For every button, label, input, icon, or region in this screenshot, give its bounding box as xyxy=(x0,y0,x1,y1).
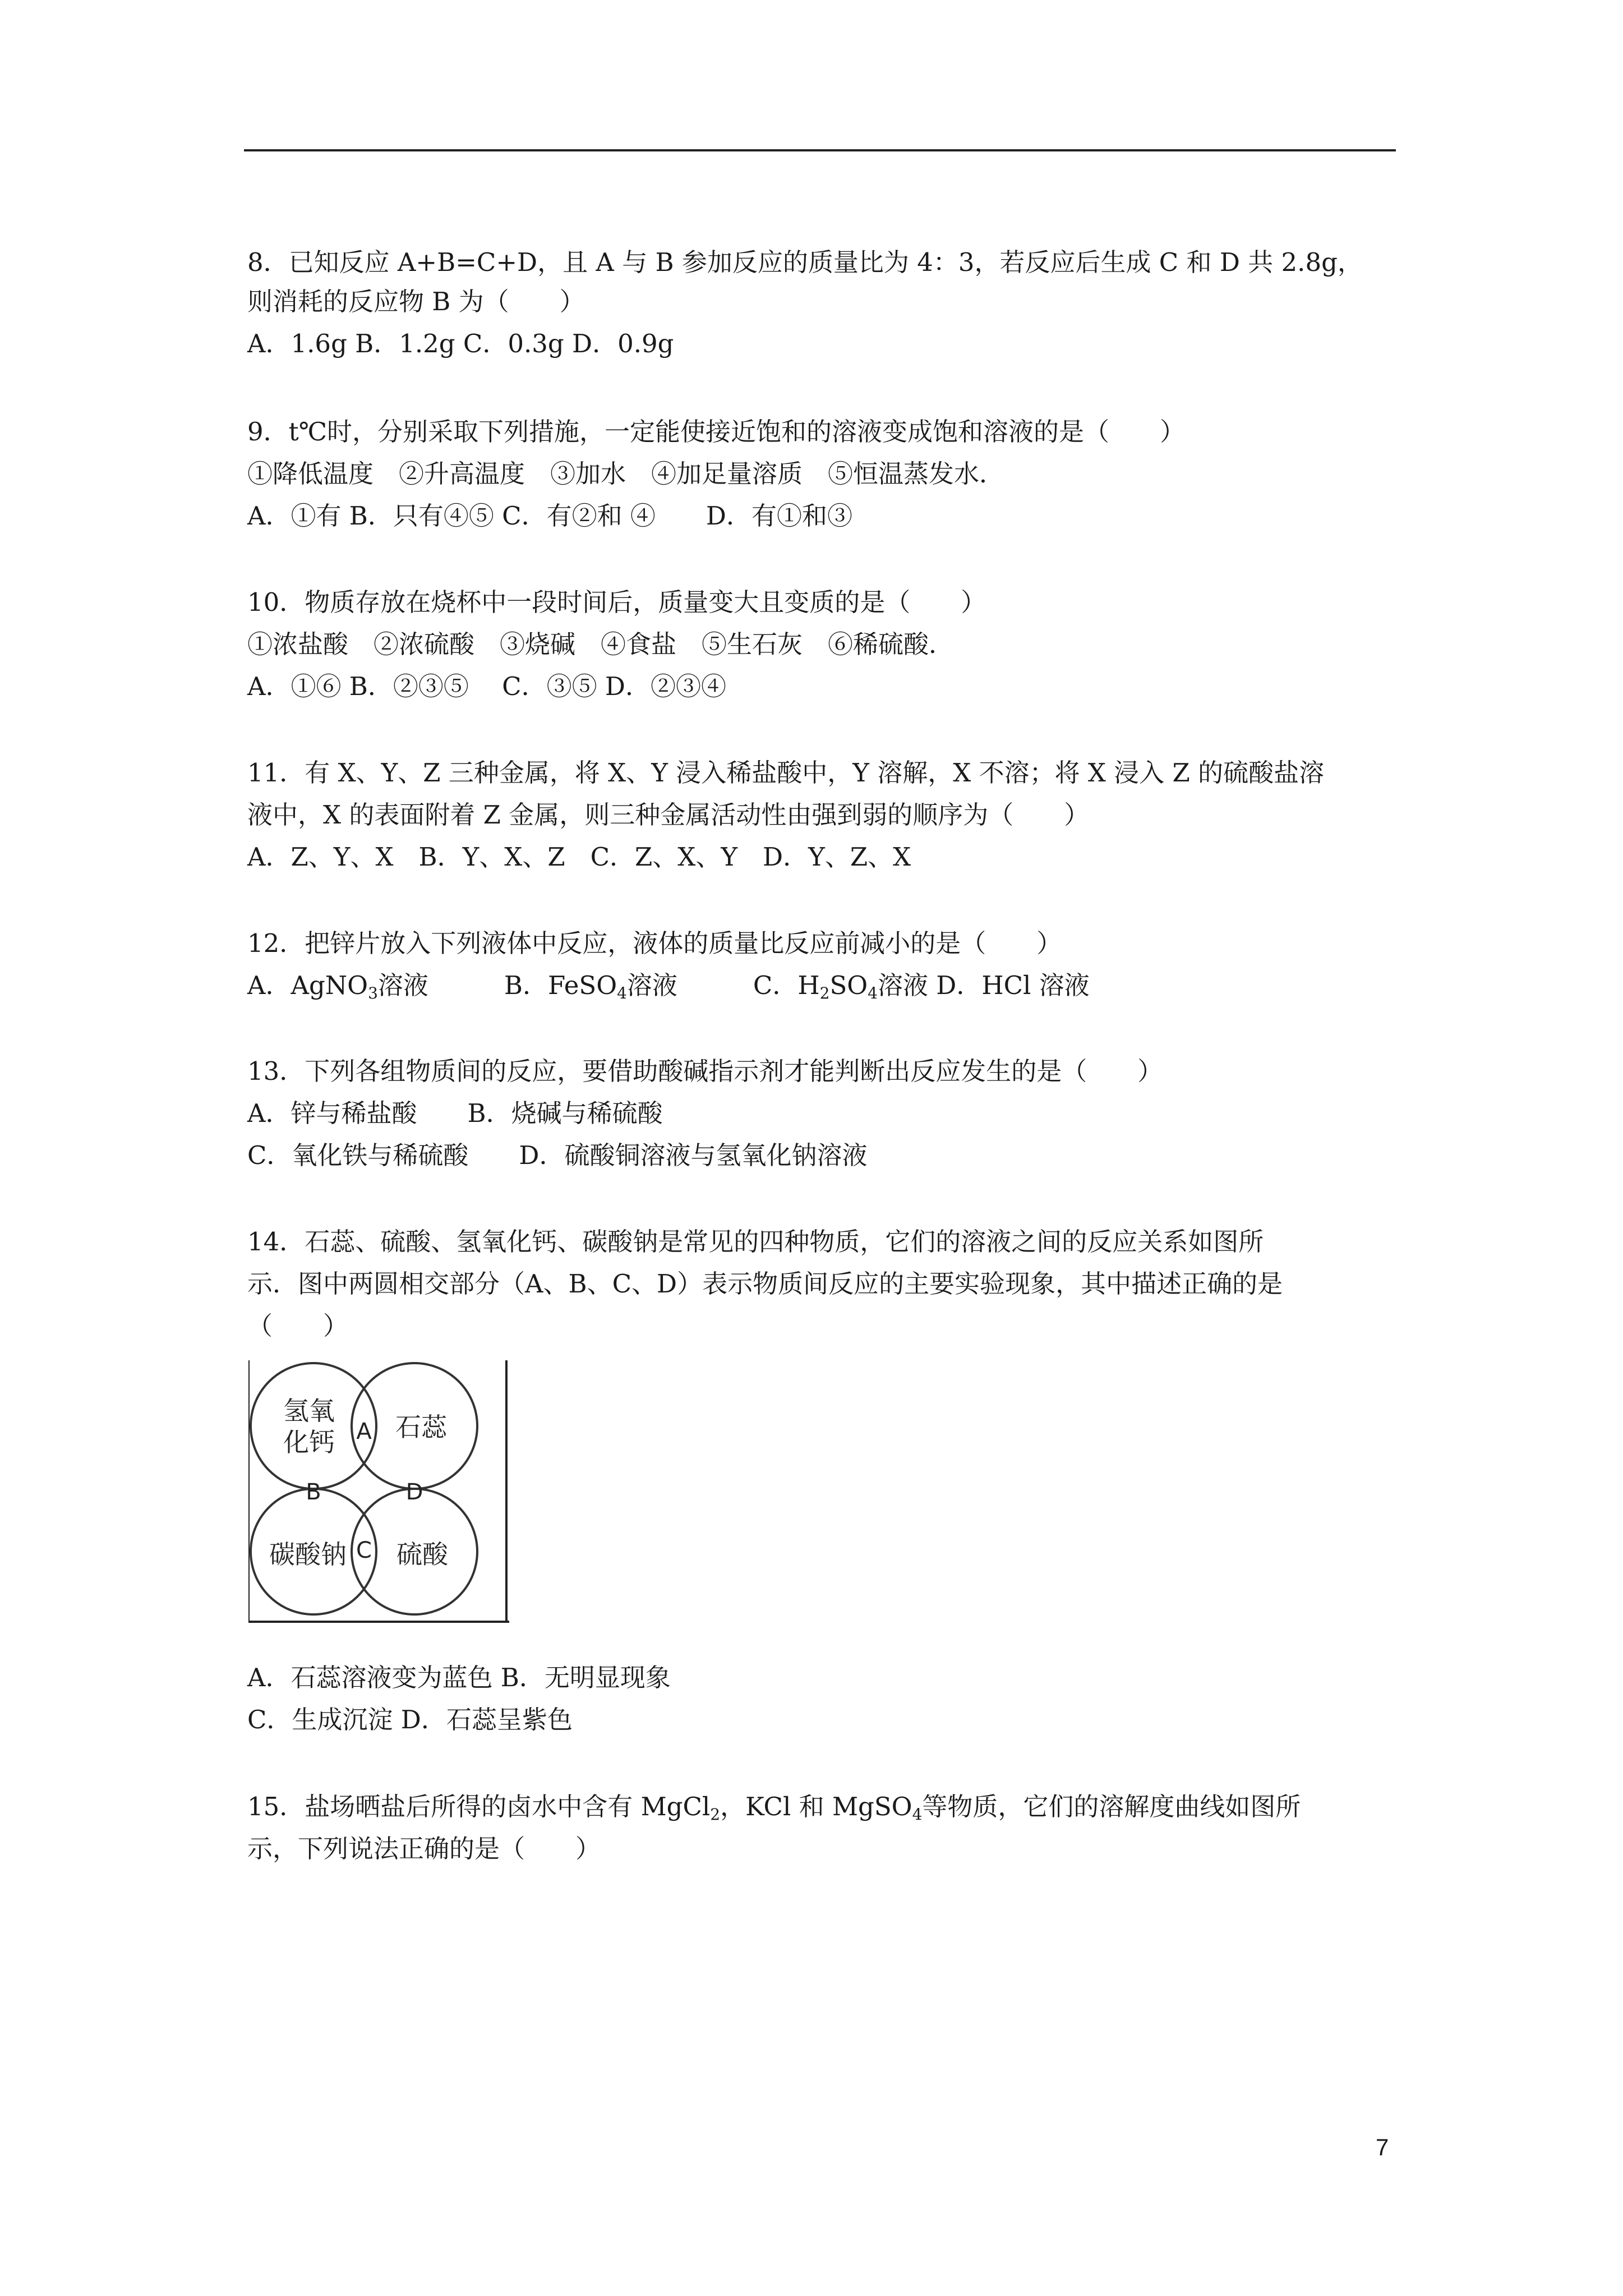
label-litmus: 石蕊 xyxy=(395,1412,447,1442)
q10-options: A．①⑥ B．②③⑤ C．③⑤ D．②③④ xyxy=(247,671,726,701)
q8-stem-line1: 8．已知反应 A+B=C+D，且 A 与 B 参加反应的质量比为 4：3，若反应后生成 C 和 D 共 2.8g， xyxy=(247,247,1363,277)
label-sodium-carbonate: 碳酸钠 xyxy=(269,1539,347,1570)
q13-options-line2: C．氧化铁与稀硫酸 D．硫酸铜溶液与氢氧化钠溶液 xyxy=(247,1140,868,1170)
q14-options-line1: A．石蕊溶液变为蓝色 B．无明显现象 xyxy=(247,1663,671,1692)
label-a: A xyxy=(356,1419,372,1444)
q12-options: A．AgNO$_3$溶液 B．FeSO$_4$溶液 C．$H_2SO_4$溶液 D．HCl 溶液 xyxy=(247,970,1090,1002)
page-number: 7 xyxy=(1376,2134,1389,2160)
q13-options-line1: A．锌与稀盐酸 B．烧碱与稀硫酸 xyxy=(247,1098,663,1128)
q9-options: A．①有 B．只有④⑤ C．有②和 ④ D．有①和③ xyxy=(247,501,852,531)
header-rule xyxy=(244,149,1396,151)
q10-stem-line1: 10．物质存放在烧杯中一段时间后，质量变大且变质的是（ ） xyxy=(247,587,986,617)
q14-stem-line2: 示．图中两圆相交部分（A、B、C、D）表示物质间反应的主要实验现象，其中描述正确的是 xyxy=(247,1269,1283,1299)
q14-stem-line1: 14．石蕊、硫酸、氢氧化钙、碳酸钠是常见的四种物质，它们的溶液之间的反应关系如图所 xyxy=(247,1227,1264,1257)
q11-options: A．Z、Y、X B．Y、X、Z C．Z、X、Y D．Y、Z、X xyxy=(247,842,911,872)
q11-stem-line1: 11．有 X、Y、Z 三种金属，将 X、Y 浸入稀盐酸中，Y 溶解，X 不溶；将 X 浸入 Z 的硫酸盐溶 xyxy=(247,758,1325,788)
q12-stem-line1: 12．把锌片放入下列液体中反应，液体的质量比反应前减小的是（ ） xyxy=(247,928,1062,958)
q15-stem-line1: 15．盐场晒盐后所得的卤水中含有 MgCl$_2$，KCl 和 MgSO$_4$等物质，它们的溶解度曲线如图所 xyxy=(247,1792,1301,1824)
q9-stem-line2: ①降低温度 ②升高温度 ③加水 ④加足量溶质 ⑤恒温蒸发水． xyxy=(247,459,1005,489)
q8-options: A．1.6g B．1.2g C．0.3g D．0.9g xyxy=(247,329,674,358)
label-d: D xyxy=(405,1479,423,1505)
venn-diagram xyxy=(248,1360,509,1623)
q14-stem-line3: （ ） xyxy=(247,1311,349,1341)
label-calcium-hydroxide-line1: 氢氧 xyxy=(283,1396,335,1426)
label-c: C xyxy=(356,1538,372,1563)
q15-stem-line2: 示，下列说法正确的是（ ） xyxy=(247,1834,601,1864)
label-b: B xyxy=(306,1479,321,1505)
label-calcium-hydroxide-line2: 化钙 xyxy=(283,1427,335,1457)
q14-options-line2: C．生成沉淀 D．石蕊呈紫色 xyxy=(247,1705,573,1734)
q11-stem-line2: 液中，X 的表面附着 Z 金属，则三种金属活动性由强到弱的顺序为（ ） xyxy=(247,800,1090,830)
q10-stem-line2: ①浓盐酸 ②浓硫酸 ③烧碱 ④食盐 ⑤生石灰 ⑥稀硫酸． xyxy=(247,629,955,659)
q9-stem-line1: 9．t℃时，分别采取下列措施，一定能使接近饱和的溶液变成饱和溶液的是（ ） xyxy=(247,417,1186,447)
label-sulfuric-acid: 硫酸 xyxy=(396,1539,448,1570)
q13-stem-line1: 13．下列各组物质间的反应，要借助酸碱指示剂才能判断出反应发生的是（ ） xyxy=(247,1056,1163,1086)
q8-stem-line2: 则消耗的反应物 B 为（ ） xyxy=(247,287,585,316)
